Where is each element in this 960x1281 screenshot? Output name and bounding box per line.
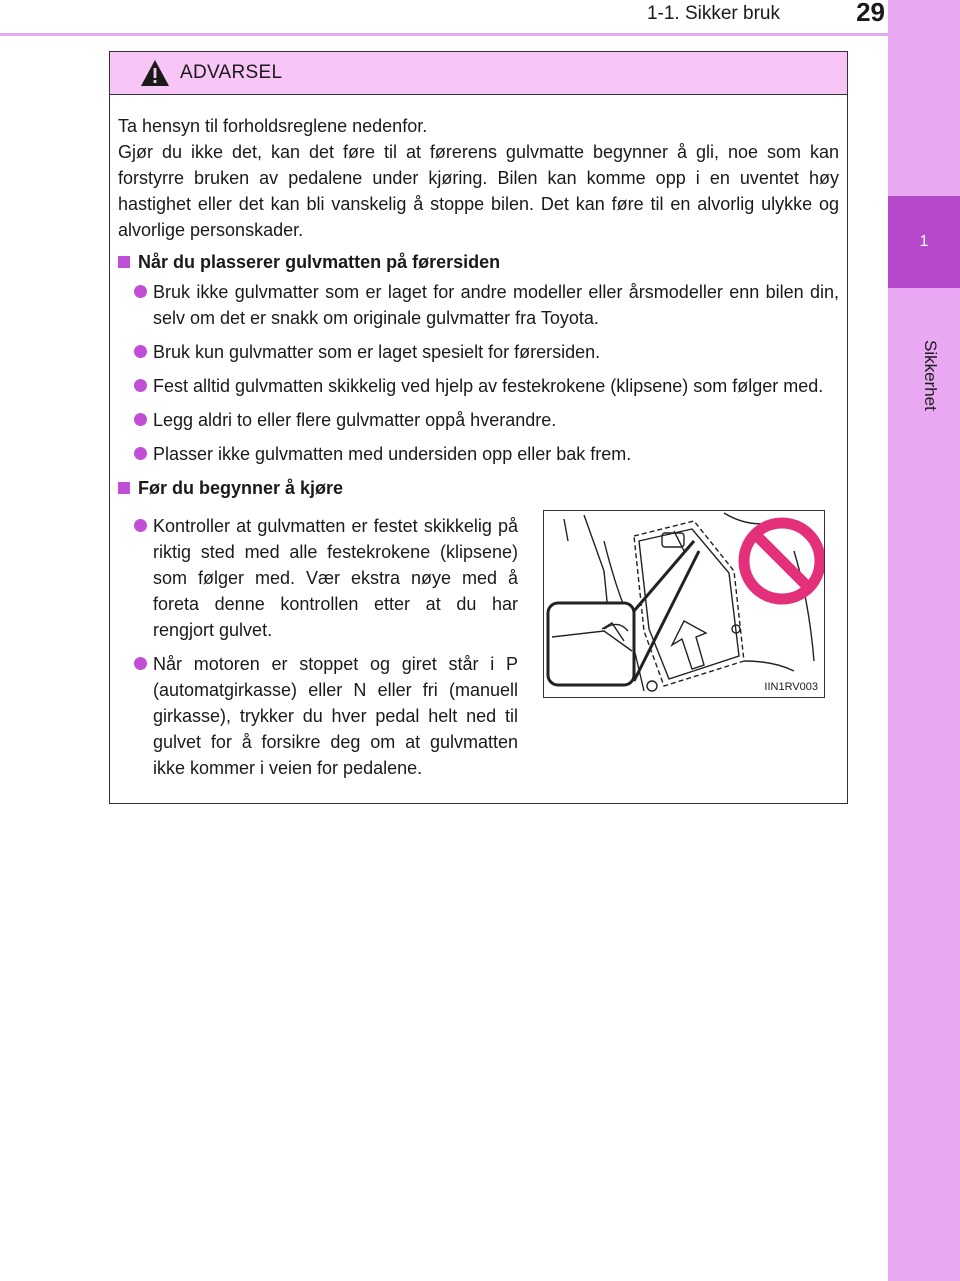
round-bullet-icon bbox=[134, 379, 147, 392]
warning-box bbox=[109, 51, 848, 804]
left-column bbox=[118, 513, 518, 789]
item-text: Legg aldri to eller flere gulvmatter oppå hverandre. bbox=[153, 410, 557, 430]
section-heading bbox=[118, 475, 839, 501]
list-item bbox=[134, 651, 518, 781]
item-list bbox=[118, 279, 839, 467]
round-bullet-icon bbox=[134, 519, 147, 532]
list-item bbox=[134, 407, 839, 433]
list-item bbox=[134, 513, 518, 643]
item-text: Bruk ikke gulvmatter som er laget for andre modeller eller årsmodeller enn bilen din, selv om det er snakk om originale gulvmatter fra Toyota. bbox=[153, 282, 839, 328]
list-item bbox=[134, 441, 839, 467]
warning-triangle-icon bbox=[140, 59, 170, 87]
sidebar bbox=[888, 0, 960, 1281]
round-bullet-icon bbox=[134, 413, 147, 426]
header-rule bbox=[0, 33, 888, 36]
list-item bbox=[134, 339, 839, 365]
page-number: 29 bbox=[856, 0, 885, 27]
round-bullet-icon bbox=[134, 657, 147, 670]
square-bullet-icon bbox=[118, 256, 130, 268]
list-item bbox=[134, 373, 839, 399]
item-text: Kontroller at gulvmatten er festet skikkelig på riktig sted med alle festekrokene (klipsene) som følger med. Vær ekstra nøye med å foreta denne kontrollen etter at du har rengjort gulvet. bbox=[153, 516, 518, 640]
section-heading bbox=[118, 249, 839, 275]
floor-mat-drawing bbox=[544, 511, 824, 697]
list-item bbox=[134, 279, 839, 331]
section-heading-text: Når du plasserer gulvmatten på førersiden bbox=[138, 252, 501, 272]
floor-mat-illustration bbox=[543, 510, 825, 698]
intro-line: Ta hensyn til forholdsreglene nedenfor. bbox=[118, 116, 428, 136]
item-text: Når motoren er stoppet og giret står i P (automatgirkasse) eller N eller fri (manuell girkasse), trykker du hver pedal helt ned til gulvet for å forsikre deg om at gulvmatten ikke kommer i veien for pedalene. bbox=[153, 654, 518, 778]
item-text: Plasser ikke gulvmatten med undersiden opp eller bak frem. bbox=[153, 444, 632, 464]
warning-title: ADVARSEL bbox=[180, 62, 283, 83]
intro-line: Gjør du ikke det, kan det føre til at førerens gulvmatte begynner å gli, noe som kan forstyrre bruken av pedalene under kjøring. Bilen kan komme opp i en uventet høy hastighet eller det kan bli vanskelig å stoppe bilen. Det kan føre til en alvorlig ulykke og alvorlige personskader. bbox=[118, 142, 839, 240]
item-list bbox=[118, 513, 518, 781]
section-title: 1-1. Sikker bruk bbox=[646, 3, 780, 24]
square-bullet-icon bbox=[118, 482, 130, 494]
round-bullet-icon bbox=[134, 447, 147, 460]
warning-header bbox=[110, 52, 847, 95]
chapter-number: 1 bbox=[919, 233, 929, 250]
chapter-tab[interactable] bbox=[888, 196, 960, 288]
round-bullet-icon bbox=[134, 285, 147, 298]
warning-intro bbox=[118, 113, 839, 243]
item-text: Fest alltid gulvmatten skikkelig ved hjelp av festekrokene (klipsene) som følger med. bbox=[153, 376, 824, 396]
round-bullet-icon bbox=[134, 345, 147, 358]
figure-caption: IIN1RV003 bbox=[764, 681, 818, 693]
item-text: Bruk kun gulvmatter som er laget spesielt for førersiden. bbox=[153, 342, 601, 362]
chapter-label: Sikkerhet bbox=[921, 340, 940, 411]
section-heading-text: Før du begynner å kjøre bbox=[138, 478, 344, 498]
